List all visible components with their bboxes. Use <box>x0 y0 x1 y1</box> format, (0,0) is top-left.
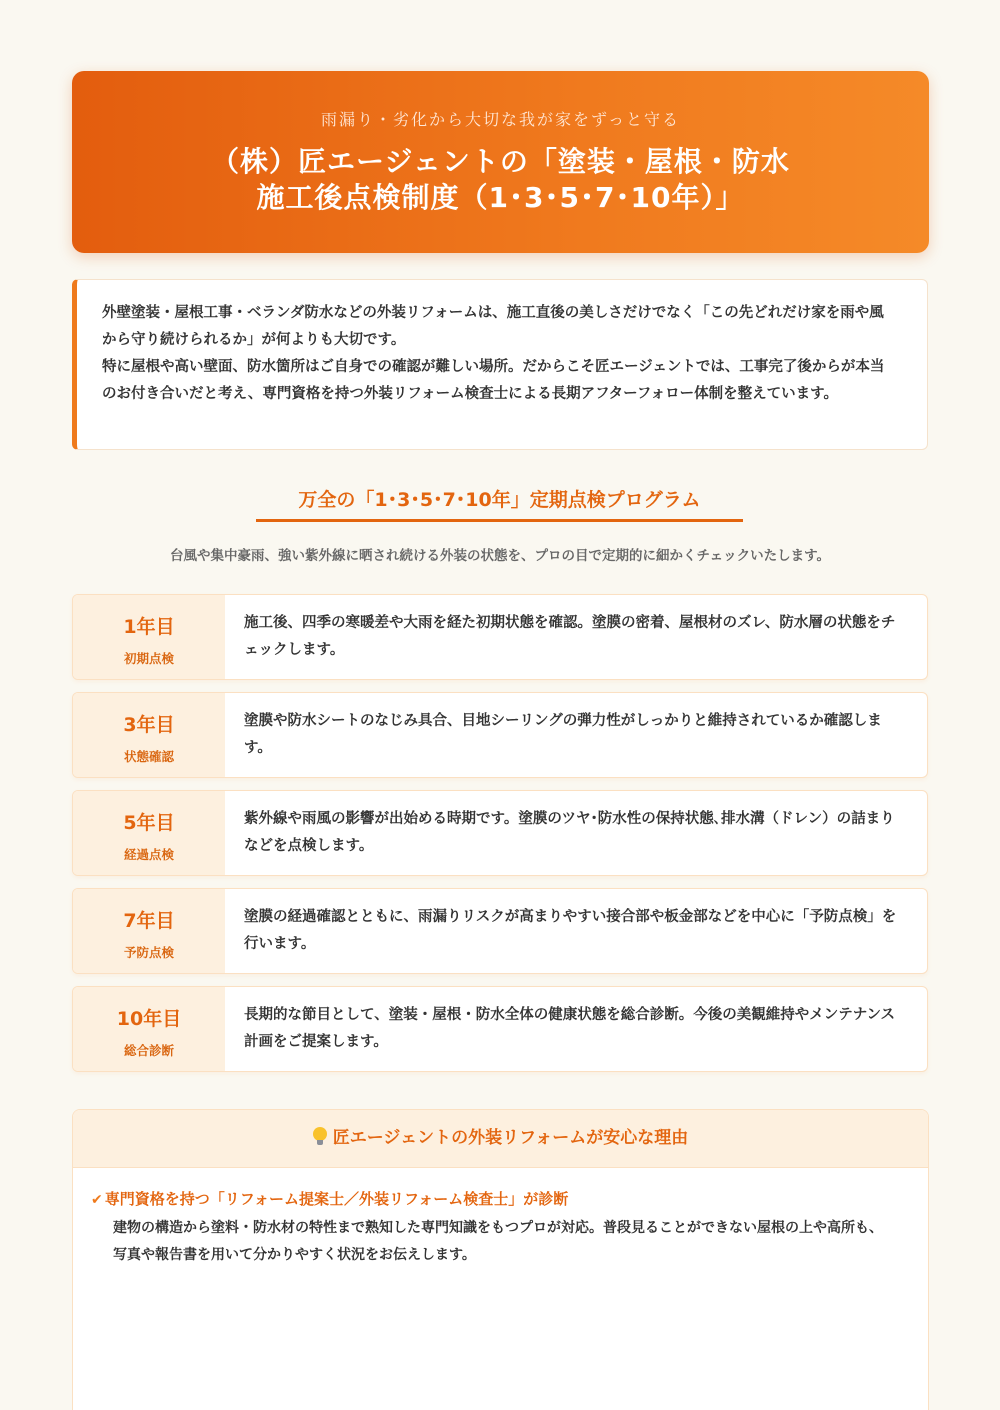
timeline-year: 1年目 <box>123 616 175 638</box>
timeline-label: 初期点検 <box>123 651 174 666</box>
program-description: 台風や集中豪雨、強い紫外線に晒され続ける外装の状態を、プロの目で定期的に細かくチェックいたします。 <box>169 548 830 564</box>
timeline-text: 塗膜や防水シートのなじみ具合、目地シーリングの弾力性がしっかりと維持されているか確認します。 <box>244 713 882 756</box>
intro-paragraph-1: 外壁塗装・屋根工事・ベランダ防水などの外装リフォームは、施工直後の美しさだけでなく「この先どれだけ家を雨や風から守り続けられるか」が何よりも大切です。 <box>102 305 884 348</box>
timeline-row-5 <box>72 790 928 876</box>
intro-box <box>72 279 928 450</box>
hero-title <box>72 144 929 216</box>
hero-banner <box>72 71 929 253</box>
timeline-label: 予防点検 <box>123 945 174 960</box>
intro-paragraph-2: 特に屋根や高い壁面、防水箇所はご自身での確認が難しい場所。だからこそ匠エージェントでは、工事完了後からが本当のお付き合いだと考え、専門資格を持つ外装リフォーム検査士による長期アフターフォロー体制を整えています。 <box>102 359 885 402</box>
timeline-text: 紫外線や雨風の影響が出始める時期です。塗膜のツヤ･防水性の保持状態､排水溝（ドレン）の詰まりなどを点検します。 <box>244 811 895 854</box>
timeline-text: 長期的な節目として、塗装・屋根・防水全体の健康状態を総合診断。今後の美観維持やメンテナンス計画をご提案します。 <box>244 1007 896 1050</box>
reasons-panel <box>72 1109 929 1410</box>
hero-subtitle: 雨漏り・劣化から大切な我が家をずっと守る <box>320 110 681 129</box>
lightbulb-icon <box>313 1127 327 1145</box>
timeline-label: 経過点検 <box>123 847 174 862</box>
reason-title <box>91 1188 888 1209</box>
timeline-year: 7年目 <box>123 910 175 932</box>
timeline-text: 塗膜の経過確認とともに、雨漏りリスクが高まりやすい接合部や板金部などを中心に「予防点検」を行います。 <box>244 909 897 952</box>
timeline-year-cell <box>73 595 225 679</box>
hero-title-line2: 施工後点検制度（1･3･5･7･10年）」 <box>256 181 745 214</box>
timeline-text: 施工後、四季の寒暖差や大雨を経た初期状態を確認。塗膜の密着、屋根材のズレ、防水層の状態をチェックします。 <box>244 615 896 658</box>
timeline-year-cell <box>73 889 225 973</box>
timeline-label: 状態確認 <box>123 749 174 764</box>
timeline-year-cell <box>73 693 225 777</box>
timeline-year-cell <box>73 987 225 1071</box>
reason-title-text: 専門資格を持つ「リフォーム提案士／外装リフォーム検査士」が診断 <box>104 1190 569 1208</box>
timeline-year: 10年目 <box>116 1008 182 1030</box>
reason-item <box>73 1168 928 1269</box>
timeline-year-cell <box>73 791 225 875</box>
program-title: 万全の「1･3･5･7･10年」定期点検プログラム <box>256 480 743 522</box>
hero-title-line1: （株）匠エージェントの「塗装・屋根・防水 <box>211 145 790 178</box>
timeline-label: 総合診断 <box>123 1043 174 1058</box>
timeline-row-7 <box>72 888 928 974</box>
timeline-row-1 <box>72 594 928 680</box>
reasons-title: 匠エージェントの外装リフォームが安心な理由 <box>332 1128 689 1148</box>
timeline-year: 5年目 <box>123 812 175 834</box>
reasons-header <box>73 1110 928 1168</box>
timeline-row-10 <box>72 986 928 1072</box>
timeline-year: 3年目 <box>123 714 175 736</box>
reason-text: 建物の構造から塗料・防水材の特性まで熟知した専門知識をもつプロが対応。普段見ることができない屋根の上や高所も、写真や報告書を用いて分かりやすく状況をお伝えします。 <box>113 1220 883 1263</box>
check-icon: ✔ <box>91 1192 103 1208</box>
timeline-row-3 <box>72 692 928 778</box>
